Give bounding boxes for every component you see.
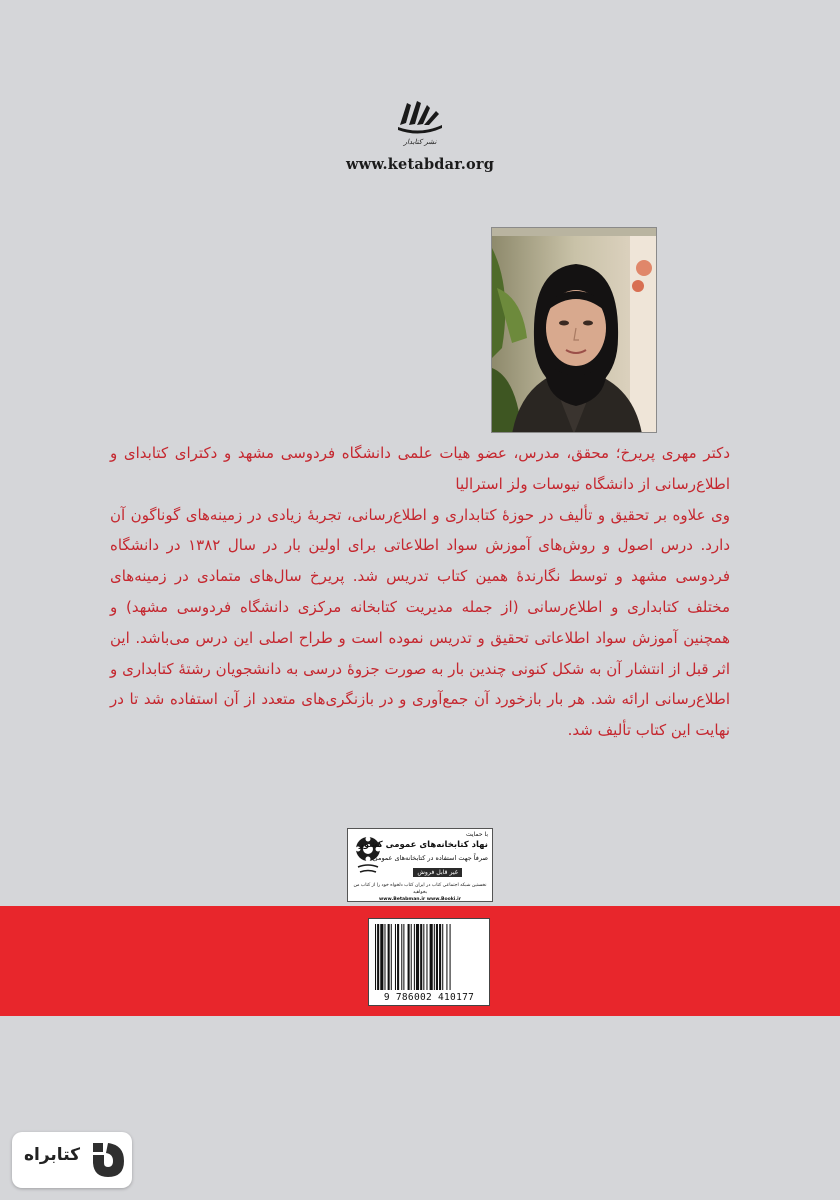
barcode-bar	[384, 924, 385, 990]
ketabrah-badge[interactable]	[12, 1132, 132, 1188]
stamp-subtitle: با حمایت	[466, 831, 488, 838]
stamp-note: صرفاً جهت استفاده در کتابخانه‌های عمومی	[372, 854, 488, 862]
publisher-logo	[395, 95, 445, 147]
barcode-bar	[426, 924, 427, 990]
barcode-bar	[411, 924, 412, 990]
barcode-bar	[423, 924, 424, 990]
barcode-bar	[436, 924, 438, 990]
stamp-footer-links: www.Betabman.ir www.Booki.ir	[379, 897, 461, 902]
barcode-bar	[391, 924, 392, 990]
publisher-logo-text: نشر کتابدار	[403, 138, 437, 146]
barcode-bar	[397, 924, 399, 990]
barcode-bar	[450, 924, 451, 990]
ketabdar-logo-icon	[395, 95, 445, 147]
barcode-bars	[373, 924, 485, 990]
library-stamp	[347, 828, 493, 902]
ketabrah-label: کتابراه	[23, 1145, 81, 1165]
barcode-bar	[380, 924, 383, 990]
barcode-bar	[375, 924, 376, 990]
barcode-bar	[439, 924, 441, 990]
barcode-bar	[416, 924, 419, 990]
barcode-bar	[442, 924, 443, 990]
barcode-bar	[388, 924, 390, 990]
stamp-title: نهاد کتابخانه‌های عمومی کشور	[358, 840, 488, 850]
barcode-bar	[434, 924, 435, 990]
barcode-bar	[377, 924, 379, 990]
isbn-number: 9 786002 410177	[383, 992, 475, 1003]
not-for-sale-badge: غیر قابل فروش	[413, 868, 462, 877]
barcode-bar	[403, 924, 404, 990]
stamp-footer	[351, 882, 489, 903]
author-bio	[110, 438, 730, 746]
barcode-bar	[430, 924, 433, 990]
isbn-barcode	[368, 918, 490, 1006]
author-photo	[491, 227, 657, 433]
bio-paragraph: دکتر مهری پریرخ؛ محقق، مدرس، عضو هیات علمی دانشگاه فردوسی مشهد و دکترای کتابدای و اطلاع‌رسانی از دانشگاه نیوسات ولز استرالیا	[110, 444, 730, 493]
stamp-footer-line: نخستین شبکه اجتماعی کتاب در ایران کتاب دلخواه خود را از کتاب من بخواهید	[353, 883, 487, 895]
bio-paragraph: وی علاوه بر تحقیق و تألیف در حوزهٔ کتابداری و اطلاع‌رسانی، تجربهٔ زیادی در زمینه‌های گوناگون آن دارد. درس اصول و روش‌های آموزش سواد اطلاعاتی برای اولین بار در سال ۱۳۸۲ در دانشگاه فردوسی مشهد و توسط نگارندهٔ همین کتاب تدریس شد. پریرخ سال‌های متمادی در زمینه‌های مختلف کتابداری و اطلاع‌رسانی (از جمله مدیریت کتابخانه مرکزی دانشگاه فردوسی مشهد) و همچنین آموزش سواد اطلاعاتی تحقیق و تدریس نموده است و طراح اصلی این درس می‌باشد. این اثر قبل از انتشار آن به شکل کنونی چندین بار به صورت جزوهٔ درسی به دانشجویان رشتهٔ کتابداری و اطلاع‌رسانی ارائه شد. هر بار بازخورد آن جمع‌آوری و در بازنگری‌های متعدد از آن استفاده شد تا در نهایت این کتاب تألیف شد.	[110, 505, 731, 740]
publisher-website[interactable]: www.ketabdar.org	[345, 156, 495, 173]
barcode-bar	[395, 924, 396, 990]
barcode-bar	[420, 924, 422, 990]
barcode-bar	[408, 924, 410, 990]
barcode-bar	[401, 924, 402, 990]
ketabrah-icon	[90, 1141, 126, 1179]
barcode-bar	[414, 924, 415, 990]
barcode-bar	[446, 924, 447, 990]
